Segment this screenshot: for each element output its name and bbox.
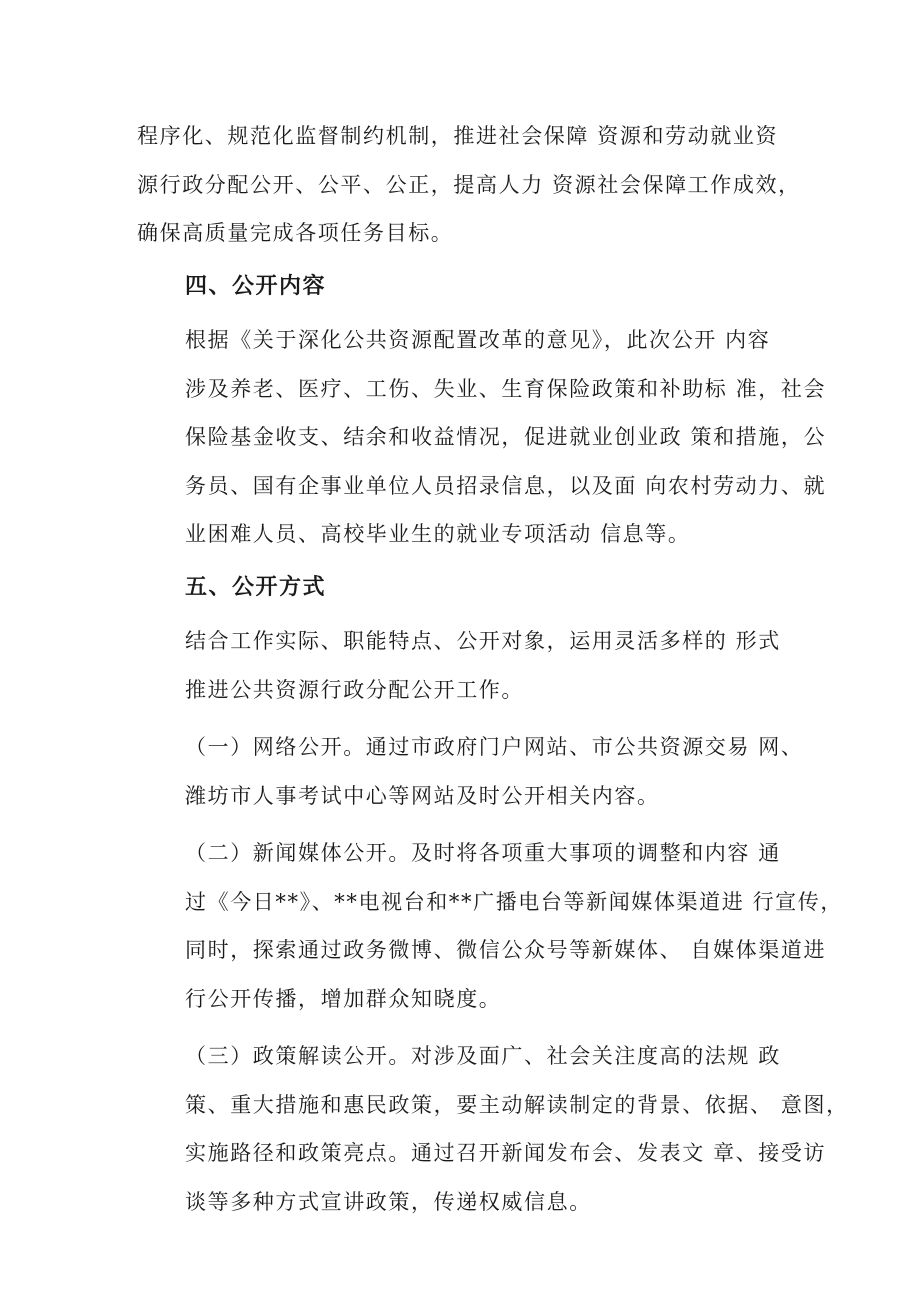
text-line: 根据《关于深化公共资源配置改革的意见》，此次公开 内容 xyxy=(185,328,771,352)
text-line: 同时，探索通过政务微博、微信公众号等新媒体、 自媒体渠道进 xyxy=(185,938,827,962)
text-line: 行公开传播，增加群众知晓度。 xyxy=(185,986,502,1011)
paragraph-media-disclosure xyxy=(137,829,843,1023)
text-line: 过《今日**》、**电视台和**广播电台等新闻媒体渠道进 行宣传， xyxy=(185,889,843,914)
paragraph-network-disclosure xyxy=(137,723,804,820)
section-heading-method: 五、公开方式 xyxy=(185,574,327,600)
paragraph-policy-interpretation xyxy=(137,1032,849,1226)
paragraph-method-intro xyxy=(137,617,789,714)
text-line: （二）新闻媒体公开。及时将各项重大事项的调整和内容 通 xyxy=(185,841,781,865)
text-line: 保险基金收支、结余和收益情况，促进就业创业政 策和措施，公 xyxy=(185,425,827,449)
text-line: 务员、国有企事业单位人员招录信息，以及面 向农村劳动力、就 xyxy=(185,473,827,498)
paragraph-content xyxy=(137,316,827,559)
text-line: 程序化、规范化监督制约机制，推进社会保障 资源和劳动就业资 xyxy=(137,124,779,148)
text-line: 推进公共资源行政分配公开工作。 xyxy=(185,677,524,702)
text-line: 涉及养老、医疗、工伤、失业、生育保险政策和补助标 准，社会 xyxy=(185,376,827,401)
paragraph-intro xyxy=(137,112,801,258)
text-line: 策、重大措施和惠民政策，要主动解读制定的背景、依据、 意图， xyxy=(185,1092,849,1117)
text-line: 确保高质量完成各项任务目标。 xyxy=(137,221,454,245)
text-line: 源行政分配公开、公平、公正，提高人力 资源社会保障工作成效， xyxy=(137,172,801,197)
text-line: 谈等多种方式宣讲政策，传递权威信息。 xyxy=(185,1189,592,1214)
text-line: 结合工作实际、职能特点、公开对象，运用灵活多样的 形式 xyxy=(185,629,781,653)
text-line: （一）网络公开。通过市政府门户网站、市公共资源交易 网、 xyxy=(185,735,804,759)
text-line: 业困难人员、高校毕业生的就业专项活动 信息等。 xyxy=(185,522,691,546)
text-line: 潍坊市人事考试中心等网站及时公开相关内容。 xyxy=(185,783,660,808)
text-line: 实施路径和政策亮点。通过召开新闻发布会、发表文 章、接受访 xyxy=(185,1141,827,1165)
section-heading-content: 四、公开内容 xyxy=(185,273,327,299)
document-body xyxy=(137,112,849,1226)
text-line: （三）政策解读公开。对涉及面广、社会关注度高的法规 政 xyxy=(185,1044,781,1068)
